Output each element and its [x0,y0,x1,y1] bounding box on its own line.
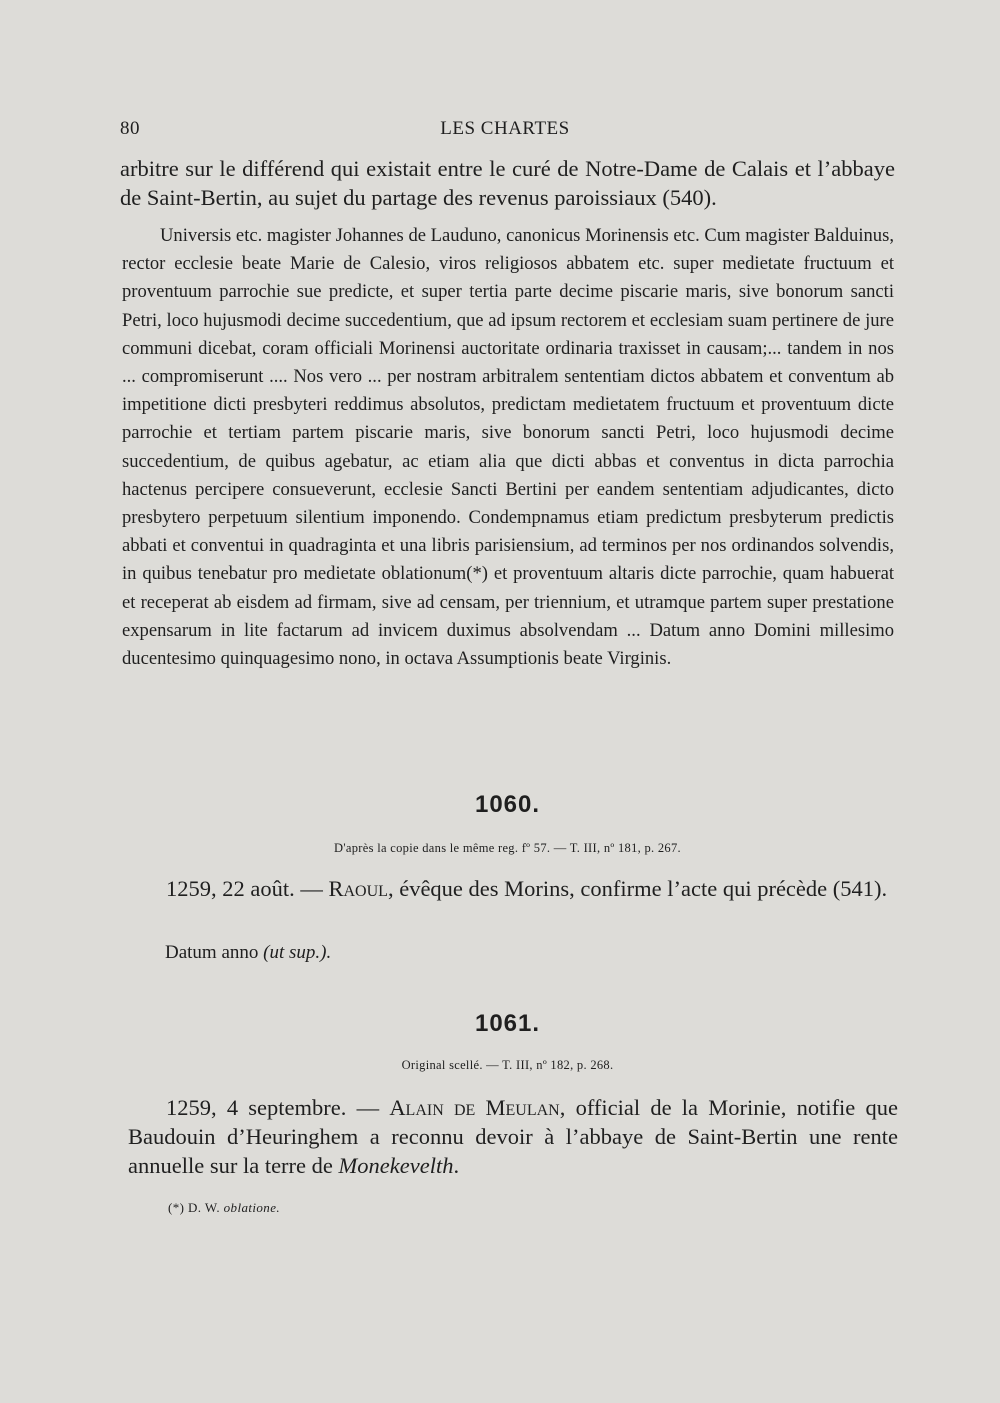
charter-date-1061: 1259, 4 septembre. — [166,1095,390,1120]
footnote [168,1200,280,1216]
previous-charter-summary: arbitre sur le différend qui existait entre le curé de Notre-Dame de Calais et l’abbaye de Saint-Bertin, au sujet du partage des revenus paroissiaux (540). [120,156,895,210]
footnote-reference: (*) [466,563,488,585]
running-head [120,118,890,142]
footnote-mark: (*) [168,1200,189,1215]
source-note-1061: Original scellé. — T. III, nº 182, p. 268. [401,1058,614,1072]
charter-latin-text [122,222,894,673]
datum-text: Datum anno [165,942,264,963]
datum-italic: (ut sup.). [263,942,332,963]
latin-text-part-2: et proventuum altaris dicte parrochie, quam habuerat et receperat ab eisdem ad firmam, sive ad censam, per triennium, et utramque partem super prestatione expensarum in lite factarum ad invicem duximus absolvendam ... Datum anno Domini millesimo ducentesimo quinquagesimo nono, in octava Assumptionis beate Virginis. [122,563,894,670]
footnote-italic: oblatione. [223,1200,281,1215]
charter-date-1060: 1259, 22 août. — [166,876,329,901]
datum-line-1060 [165,942,331,964]
summary-end-1061: . [453,1153,460,1178]
person-name-1060: Raoul [328,876,388,901]
charter-number-1060: 1060. [474,791,541,818]
charter-number-1061: 1061. [474,1010,541,1037]
summary-text-1060: , évêque des Morins, confirme l’acte qui précède (541). [387,876,888,901]
summary-text-1061: , official de la Morinie, notifie que Baudouin d’Heuringhem a reconnu devoir à l’abbaye de Saint-Bertin une rente annuelle sur la terre de [128,1095,898,1178]
place-name: Monekevelth [338,1153,454,1178]
footnote-text: D. W. [188,1200,224,1215]
running-title: LES CHARTES [440,118,570,139]
charter-summary-1060 [128,874,898,903]
charter-summary-1061 [128,1093,898,1180]
source-note-1060: D'après la copie dans le même reg. fº 57. — T. III, nº 181, p. 267. [334,841,681,855]
page-number: 80 [120,118,140,139]
person-name-1061: Alain de Meulan [389,1095,560,1120]
latin-text-part-1: Universis etc. magister Johannes de Lauduno, canonicus Morinensis etc. Cum magister Balduinus, rector ecclesie beate Marie de Calesio, viros religiosos abbatem etc. super medietate fructuum et proventuum parrochie sue predicte, et super tertia parte decime piscarie maris, sive bonorum sancti Petri, loco hujusmodi decime succedentium, que ad ipsum rectorem et ecclesiam suam pertinere de jure communi dicebat, coram officiali Morinensi auctoritate ordinaria traxisset in causam;... tandem in nos ... compromiserunt .... Nos vero ... per nostram arbitralem sententiam dictos abbatem et conventum ab impetitione dicti presbyteri reddimus absolutos, predictam medietatem fructuum et proventuum dicte parrochie et tertiam partem piscarie maris, sive bonorum sancti Petri, loco hujusmodi decime succedentium, de quibus agebatur, ac etiam alia que dicti abbas et conventus in dicta parrochia hactenus percipere consueverunt, ecclesie Sancti Bertini per eandem sententiam adjudicantes, dicto presbytero perpetuum silentium imponendo. Condempnamus etiam predictum presbyterum predictis abbati et conventui in quadraginta et una libris parisiensium, ad terminos per nos ordinandos solvendis, in quibus tenebatur pro medietate oblationum [122,225,894,585]
